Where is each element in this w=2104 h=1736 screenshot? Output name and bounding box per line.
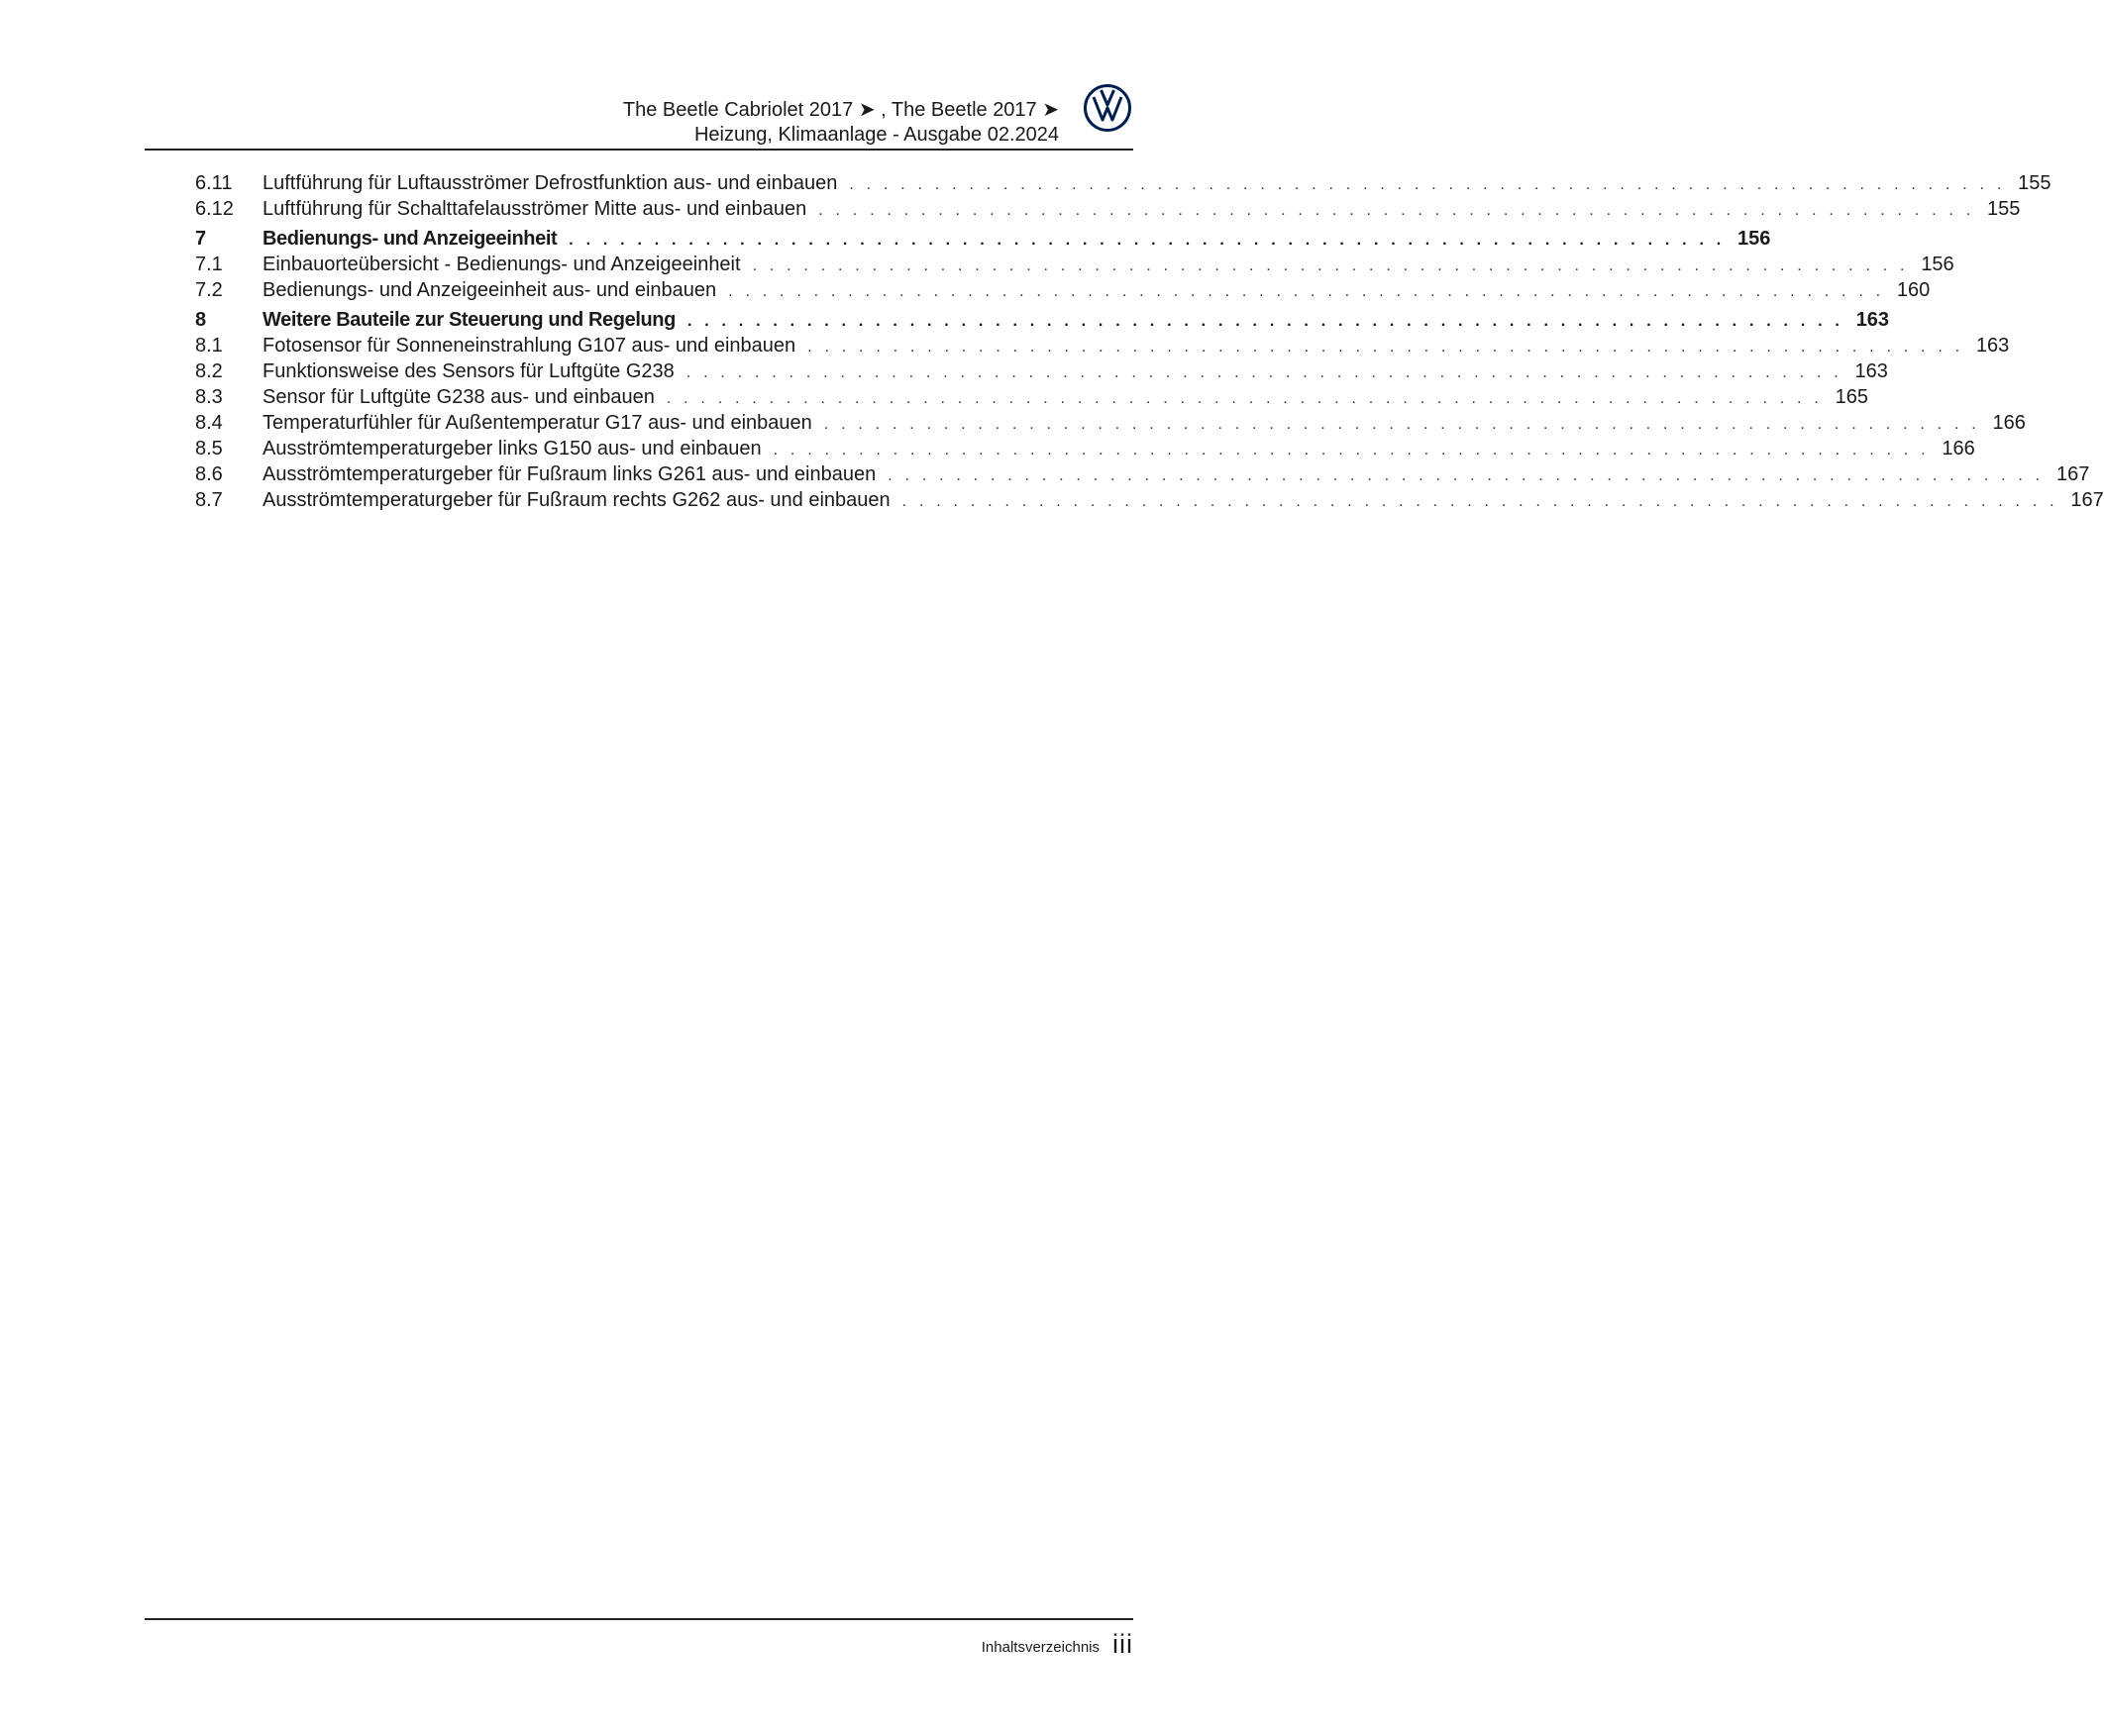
toc-entry-number: 8.3 (195, 386, 223, 408)
toc-entry-title: Weitere Bauteile zur Steuerung und Regelung (263, 309, 676, 331)
toc-dot-leader: . . . . . . . . . . . . . . . . . . . . . . . . . . . . . . . . . . . . . . . . . . . . . . . . . . . . . . . . . . . . . . . . . . . . (901, 493, 2058, 510)
header-vehicle-line: The Beetle Cabriolet 2017 ➤ , The Beetle 2017 ➤ (622, 99, 1059, 121)
toc-dot-leader: . . . . . . . . . . . . . . . . . . . . . . . . . . . . . . . . . . . . . . . . . . . . . . . . . . . . . . . . . . . . . . . . . . . . (685, 364, 1842, 381)
footer-divider (145, 1618, 1133, 1620)
toc-entry-row[interactable] (195, 252, 1954, 277)
toc-entry-title: Luftführung für Luftausströmer Defrostfunktion aus- und einbauen (263, 172, 838, 194)
toc-dot-leader: . . . . . . . . . . . . . . . . . . . . . . . . . . . . . . . . . . . . . . . . . . . . . . . . . . . . . . . . . . . . . . . . . . . . (773, 442, 1930, 459)
header-manual-line: Heizung, Klimaanlage - Ausgabe 02.2024 (693, 124, 1059, 146)
toc-entry-row[interactable] (195, 461, 2090, 487)
footer-page-number: iii (1112, 1629, 1133, 1659)
toc-entry-page: 163 (1975, 335, 2010, 357)
toc-entry-number: 7.1 (195, 254, 223, 275)
toc-entry-title: Ausströmtemperaturgeber für Fußraum links G261 aus- und einbauen (263, 463, 877, 485)
toc-entry-page: 163 (1854, 360, 1888, 382)
toc-entry-page: 156 (1737, 228, 1771, 250)
toc-entry-number: 6.12 (195, 198, 234, 220)
toc-entry-number: 8.2 (195, 360, 223, 382)
toc-dot-leader: . . . . . . . . . . . . . . . . . . . . . . . . . . . . . . . . . . . . . . . . . . . . . . . . . . . . . . . . . . . . . . . . . . . . (823, 416, 1980, 433)
toc-dot-leader: . . . . . . . . . . . . . . . . . . . . . . . . . . . . . . . . . . . . . . . . . . . . . . . . . . . . . . . . . . . . . . . . . . . . (752, 257, 1909, 274)
toc-dot-leader: . . . . . . . . . . . . . . . . . . . . . . . . . . . . . . . . . . . . . . . . . . . . . . . . . . . . . . . . . . . . . . . . . . . . (888, 467, 2045, 484)
vw-logo-icon (1083, 83, 1132, 133)
toc-entry-number: 8 (195, 309, 207, 331)
toc-entry-page: 156 (1921, 254, 1954, 275)
toc-entry-number: 8.4 (195, 412, 223, 434)
toc-entry-page: 163 (1855, 309, 1890, 331)
header-divider (145, 149, 1133, 151)
toc-entry-number: 8.7 (195, 489, 223, 511)
toc-entry-row[interactable] (195, 487, 2104, 513)
toc-entry-row[interactable] (195, 384, 1868, 410)
toc-entry-page: 166 (1992, 412, 2026, 434)
toc-entry-page: 167 (2055, 463, 2090, 485)
toc-entry-title: Temperaturfühler für Außentemperatur G17 aus- und einbauen (263, 412, 812, 434)
toc-entry-title: Bedienungs- und Anzeigeeinheit aus- und einbauen (263, 279, 717, 301)
toc-dot-leader: . . . . . . . . . . . . . . . . . . . . . . . . . . . . . . . . . . . . . . . . . . . . . . . . . . . . . . . . . . . . . . . . . . . . (849, 176, 2006, 193)
toc-entry-page: 160 (1896, 279, 1931, 301)
toc-entry-title: Fotosensor für Sonneneinstrahlung G107 aus- und einbauen (263, 335, 796, 357)
toc-entry-page: 165 (1835, 386, 1868, 408)
toc-entry-number: 7.2 (195, 279, 223, 301)
toc-entry-row[interactable] (195, 196, 2021, 222)
toc-entry-title: Funktionsweise des Sensors für Luftgüte G238 (263, 360, 675, 382)
toc-dot-leader: . . . . . . . . . . . . . . . . . . . . . . . . . . . . . . . . . . . . . . . . . . . . . . . . . . . . . . . . . . . . . . . . . . . . (807, 339, 1964, 356)
toc-entry-number: 8.1 (195, 335, 223, 357)
toc-entry-page: 155 (2018, 172, 2051, 194)
toc-entry-title: Einbauorteübersicht - Bedienungs- und Anzeigeeinheit (263, 254, 741, 275)
toc-entry-row[interactable] (195, 333, 2010, 358)
toc-entry-page: 166 (1942, 438, 1975, 460)
toc-entry-row[interactable] (195, 277, 1931, 303)
toc-entry-number: 7 (195, 228, 207, 250)
table-of-contents (195, 170, 2104, 513)
toc-entry-number: 8.6 (195, 463, 223, 485)
toc-entry-row[interactable] (195, 436, 1975, 461)
toc-dot-leader: . . . . . . . . . . . . . . . . . . . . . . . . . . . . . . . . . . . . . . . . . . . . . . . . . . . . . . . . . . . . . . . . . . . . (569, 232, 1726, 249)
page-header (0, 0, 1228, 158)
toc-entry-number: 6.11 (195, 172, 233, 194)
toc-entry-row[interactable] (195, 358, 1888, 384)
toc-dot-leader: . . . . . . . . . . . . . . . . . . . . . . . . . . . . . . . . . . . . . . . . . . . . . . . . . . . . . . . . . . . . . . . . . . . . (728, 283, 1885, 300)
toc-entry-title: Sensor für Luftgüte G238 aus- und einbauen (263, 386, 655, 408)
toc-entry-number: 8.5 (195, 438, 223, 460)
toc-entry-row[interactable] (195, 410, 2026, 436)
header-text (623, 98, 1059, 148)
toc-chapter-row[interactable] (195, 226, 1771, 252)
toc-entry-title: Ausströmtemperaturgeber für Fußraum rechts G262 aus- und einbauen (263, 489, 891, 511)
toc-entry-page: 155 (1986, 198, 2021, 220)
toc-entry-page: 167 (2070, 489, 2104, 511)
toc-dot-leader: . . . . . . . . . . . . . . . . . . . . . . . . . . . . . . . . . . . . . . . . . . . . . . . . . . . . . . . . . . . . . . . . . . . . (666, 390, 1823, 407)
toc-entry-title: Bedienungs- und Anzeigeeinheit (263, 228, 558, 250)
toc-dot-leader: . . . . . . . . . . . . . . . . . . . . . . . . . . . . . . . . . . . . . . . . . . . . . . . . . . . . . . . . . . . . . . . . . . . . (818, 202, 1975, 219)
toc-dot-leader: . . . . . . . . . . . . . . . . . . . . . . . . . . . . . . . . . . . . . . . . . . . . . . . . . . . . . . . . . . . . . . . . . . . . (686, 313, 1844, 330)
toc-entry-title: Ausströmtemperaturgeber links G150 aus- und einbauen (263, 438, 762, 460)
footer-section-label: Inhaltsverzeichnis (981, 1639, 1100, 1656)
toc-entry-row[interactable] (195, 170, 2051, 196)
toc-entry-title: Luftführung für Schalttafelausströmer Mitte aus- und einbauen (263, 198, 807, 220)
toc-chapter-row[interactable] (195, 307, 1890, 333)
